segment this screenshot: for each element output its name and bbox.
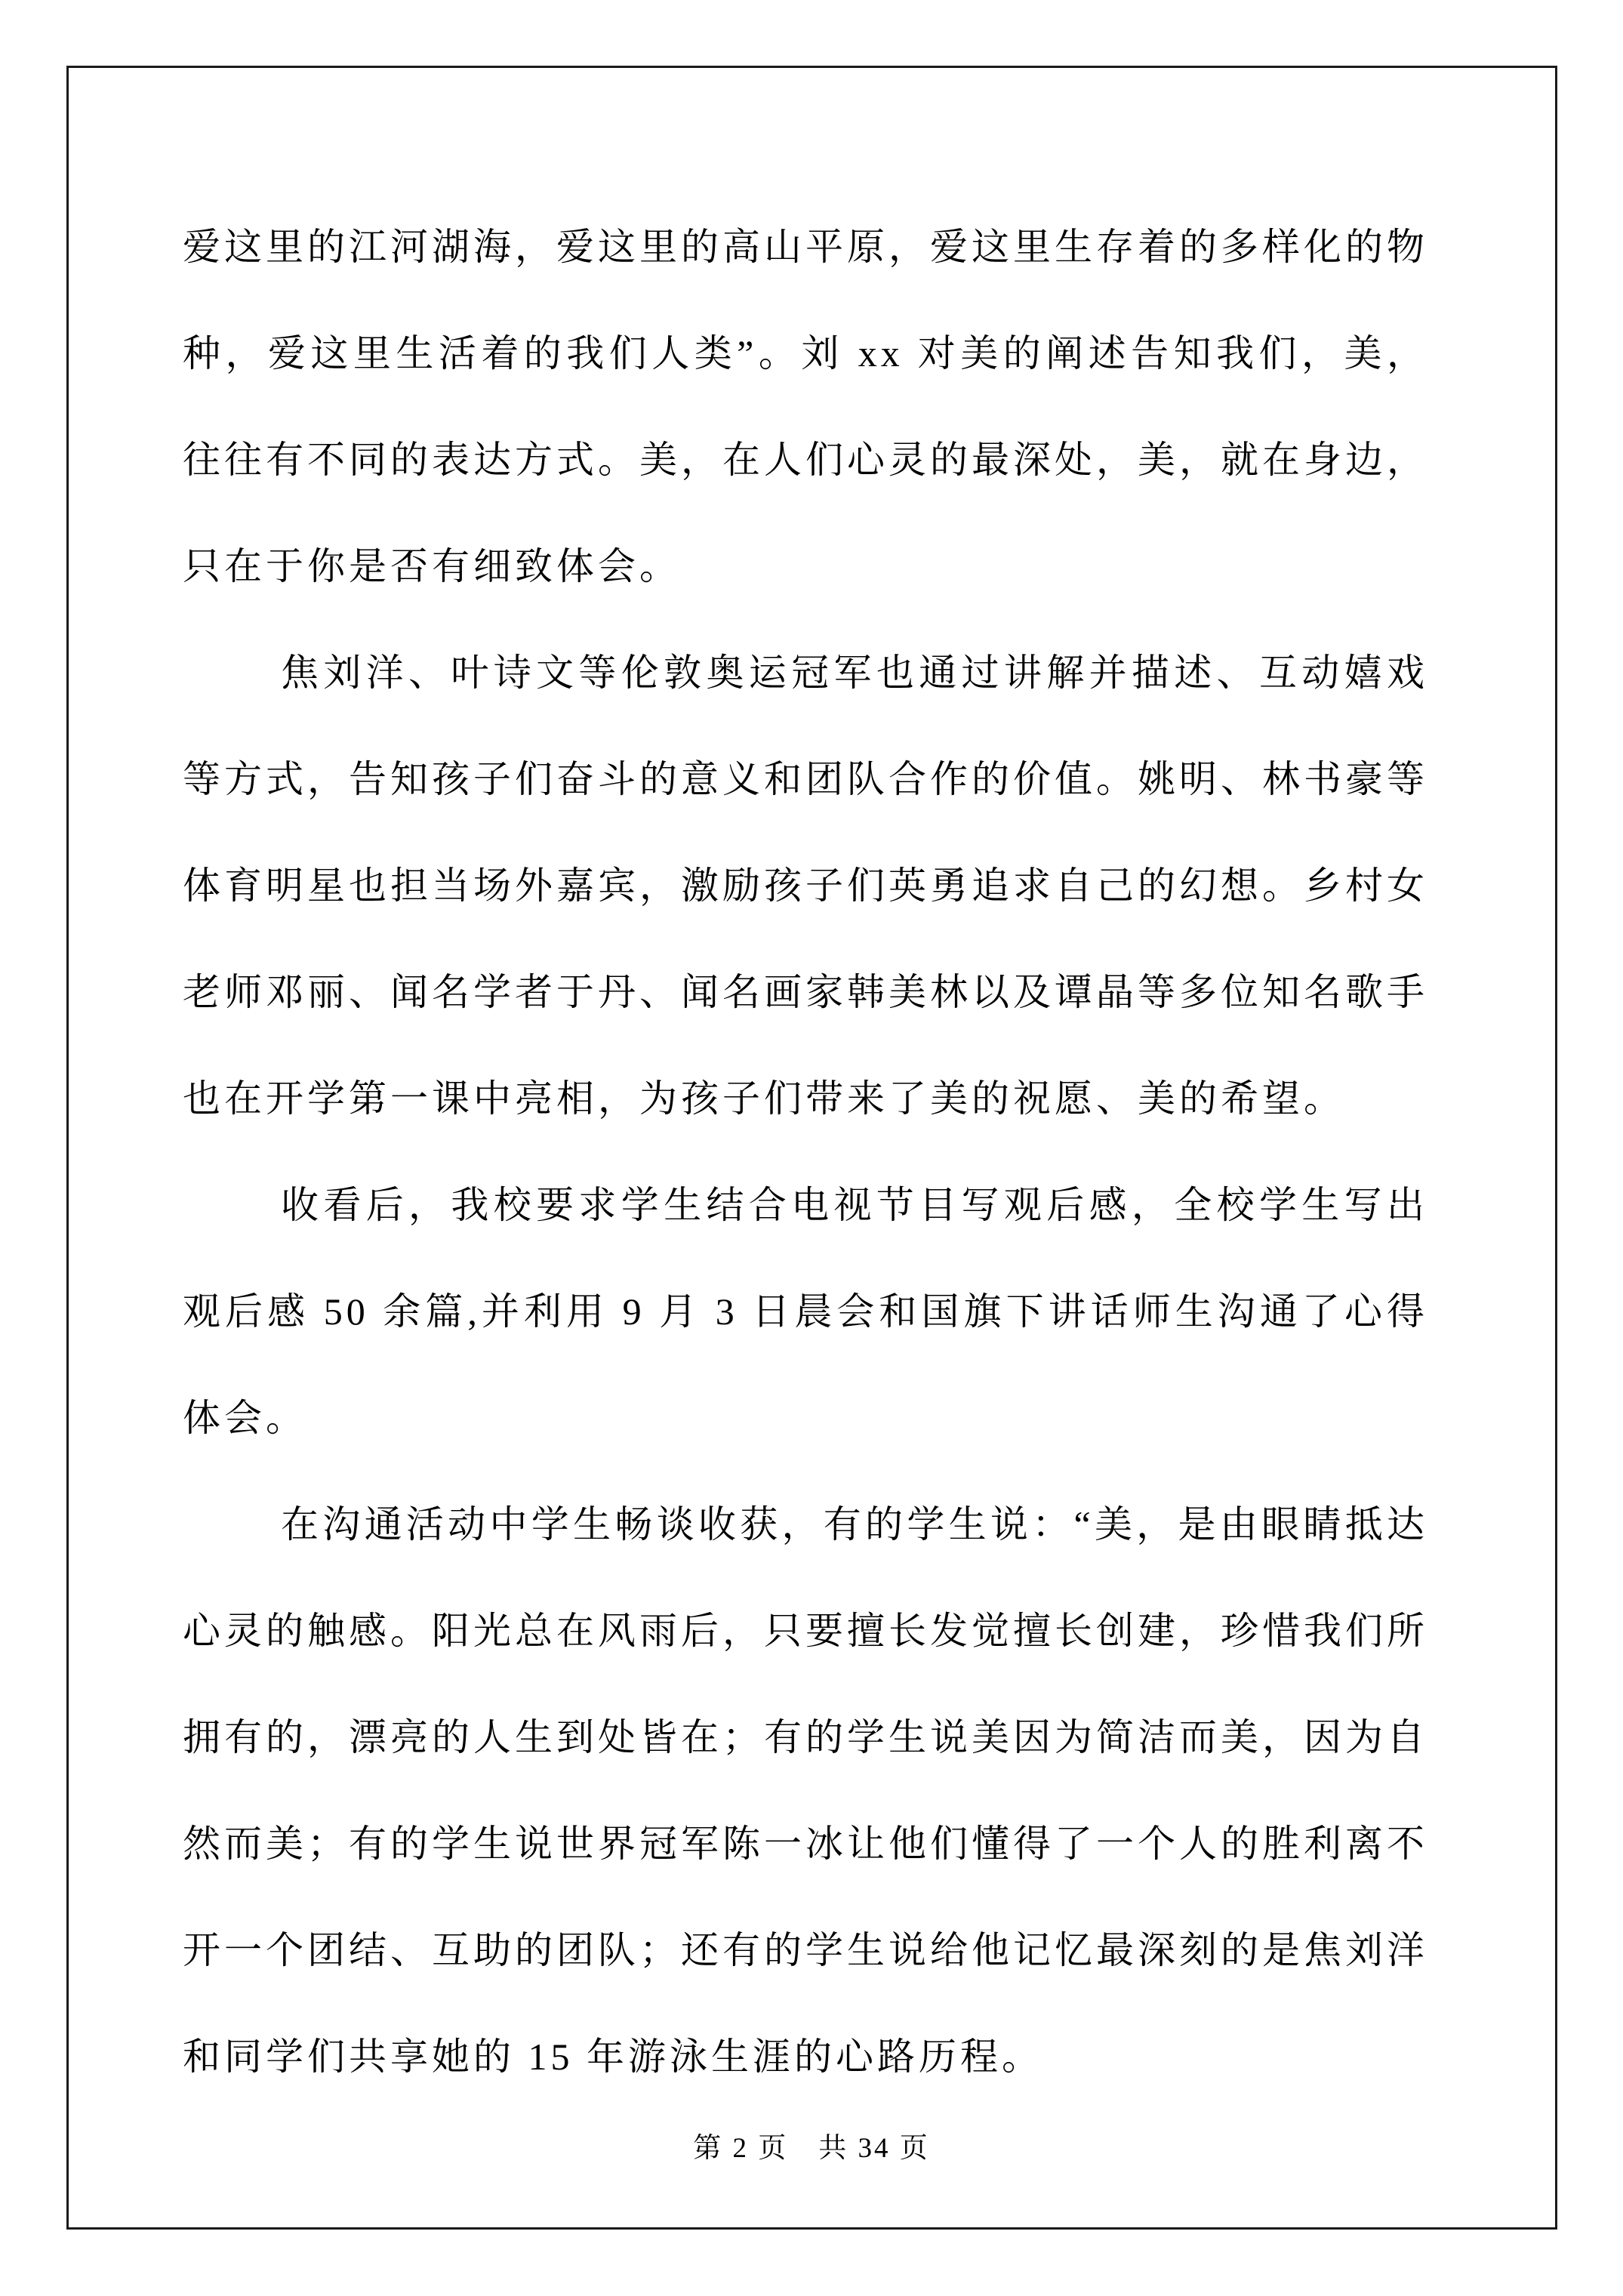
page-number-footer: 第 2 页 共 34 页 — [693, 2133, 930, 2164]
paragraph-2: 焦刘洋、叶诗文等伦敦奥运冠军也通过讲解并描述、互动嬉戏等方式，告知孩子们奋斗的意义和团队合作的价值。姚明、林书豪等体育明星也担当场外嘉宾，激励孩子们英勇追求自己的幻想。乡村女老师邓丽、闻名学者于丹、闻名画家韩美林以及谭晶等多位知名歌手也在开学第一课中亮相，为孩子们带来了美的祝愿、美的希望。 — [183, 652, 1428, 1120]
paragraph-4: 在沟通活动中学生畅谈收获，有的学生说：“美，是由眼睛抵达心灵的触感。阳光总在风雨后，只要擅长发觉擅长创建，珍惜我们所拥有的，漂亮的人生到处皆在；有的学生说美因为简洁而美，因为自然而美；有的学生说世界冠军陈一冰让他们懂得了一个人的胜利离不开一个团结、互助的团队；还有的学生说给他记忆最深刻的是焦刘洋和同学们共享她的 15 年游泳生涯的心路历程。 — [183, 1503, 1428, 2078]
document-body — [183, 194, 1428, 2110]
paragraph-1: 爱这里的江河湖海，爱这里的高山平原，爱这里生存着的多样化的物种，爱这里生活着的我们人类”。刘 xx 对美的阐述告知我们，美，往往有不同的表达方式。美，在人们心灵的最深处，美，就在身边，只在于你是否有细致体会。 — [183, 226, 1428, 587]
paragraph-3: 收看后，我校要求学生结合电视节目写观后感，全校学生写出观后感 50 余篇,并利用 9 月 3 日晨会和国旗下讲话师生沟通了心得体会。 — [183, 1184, 1428, 1439]
